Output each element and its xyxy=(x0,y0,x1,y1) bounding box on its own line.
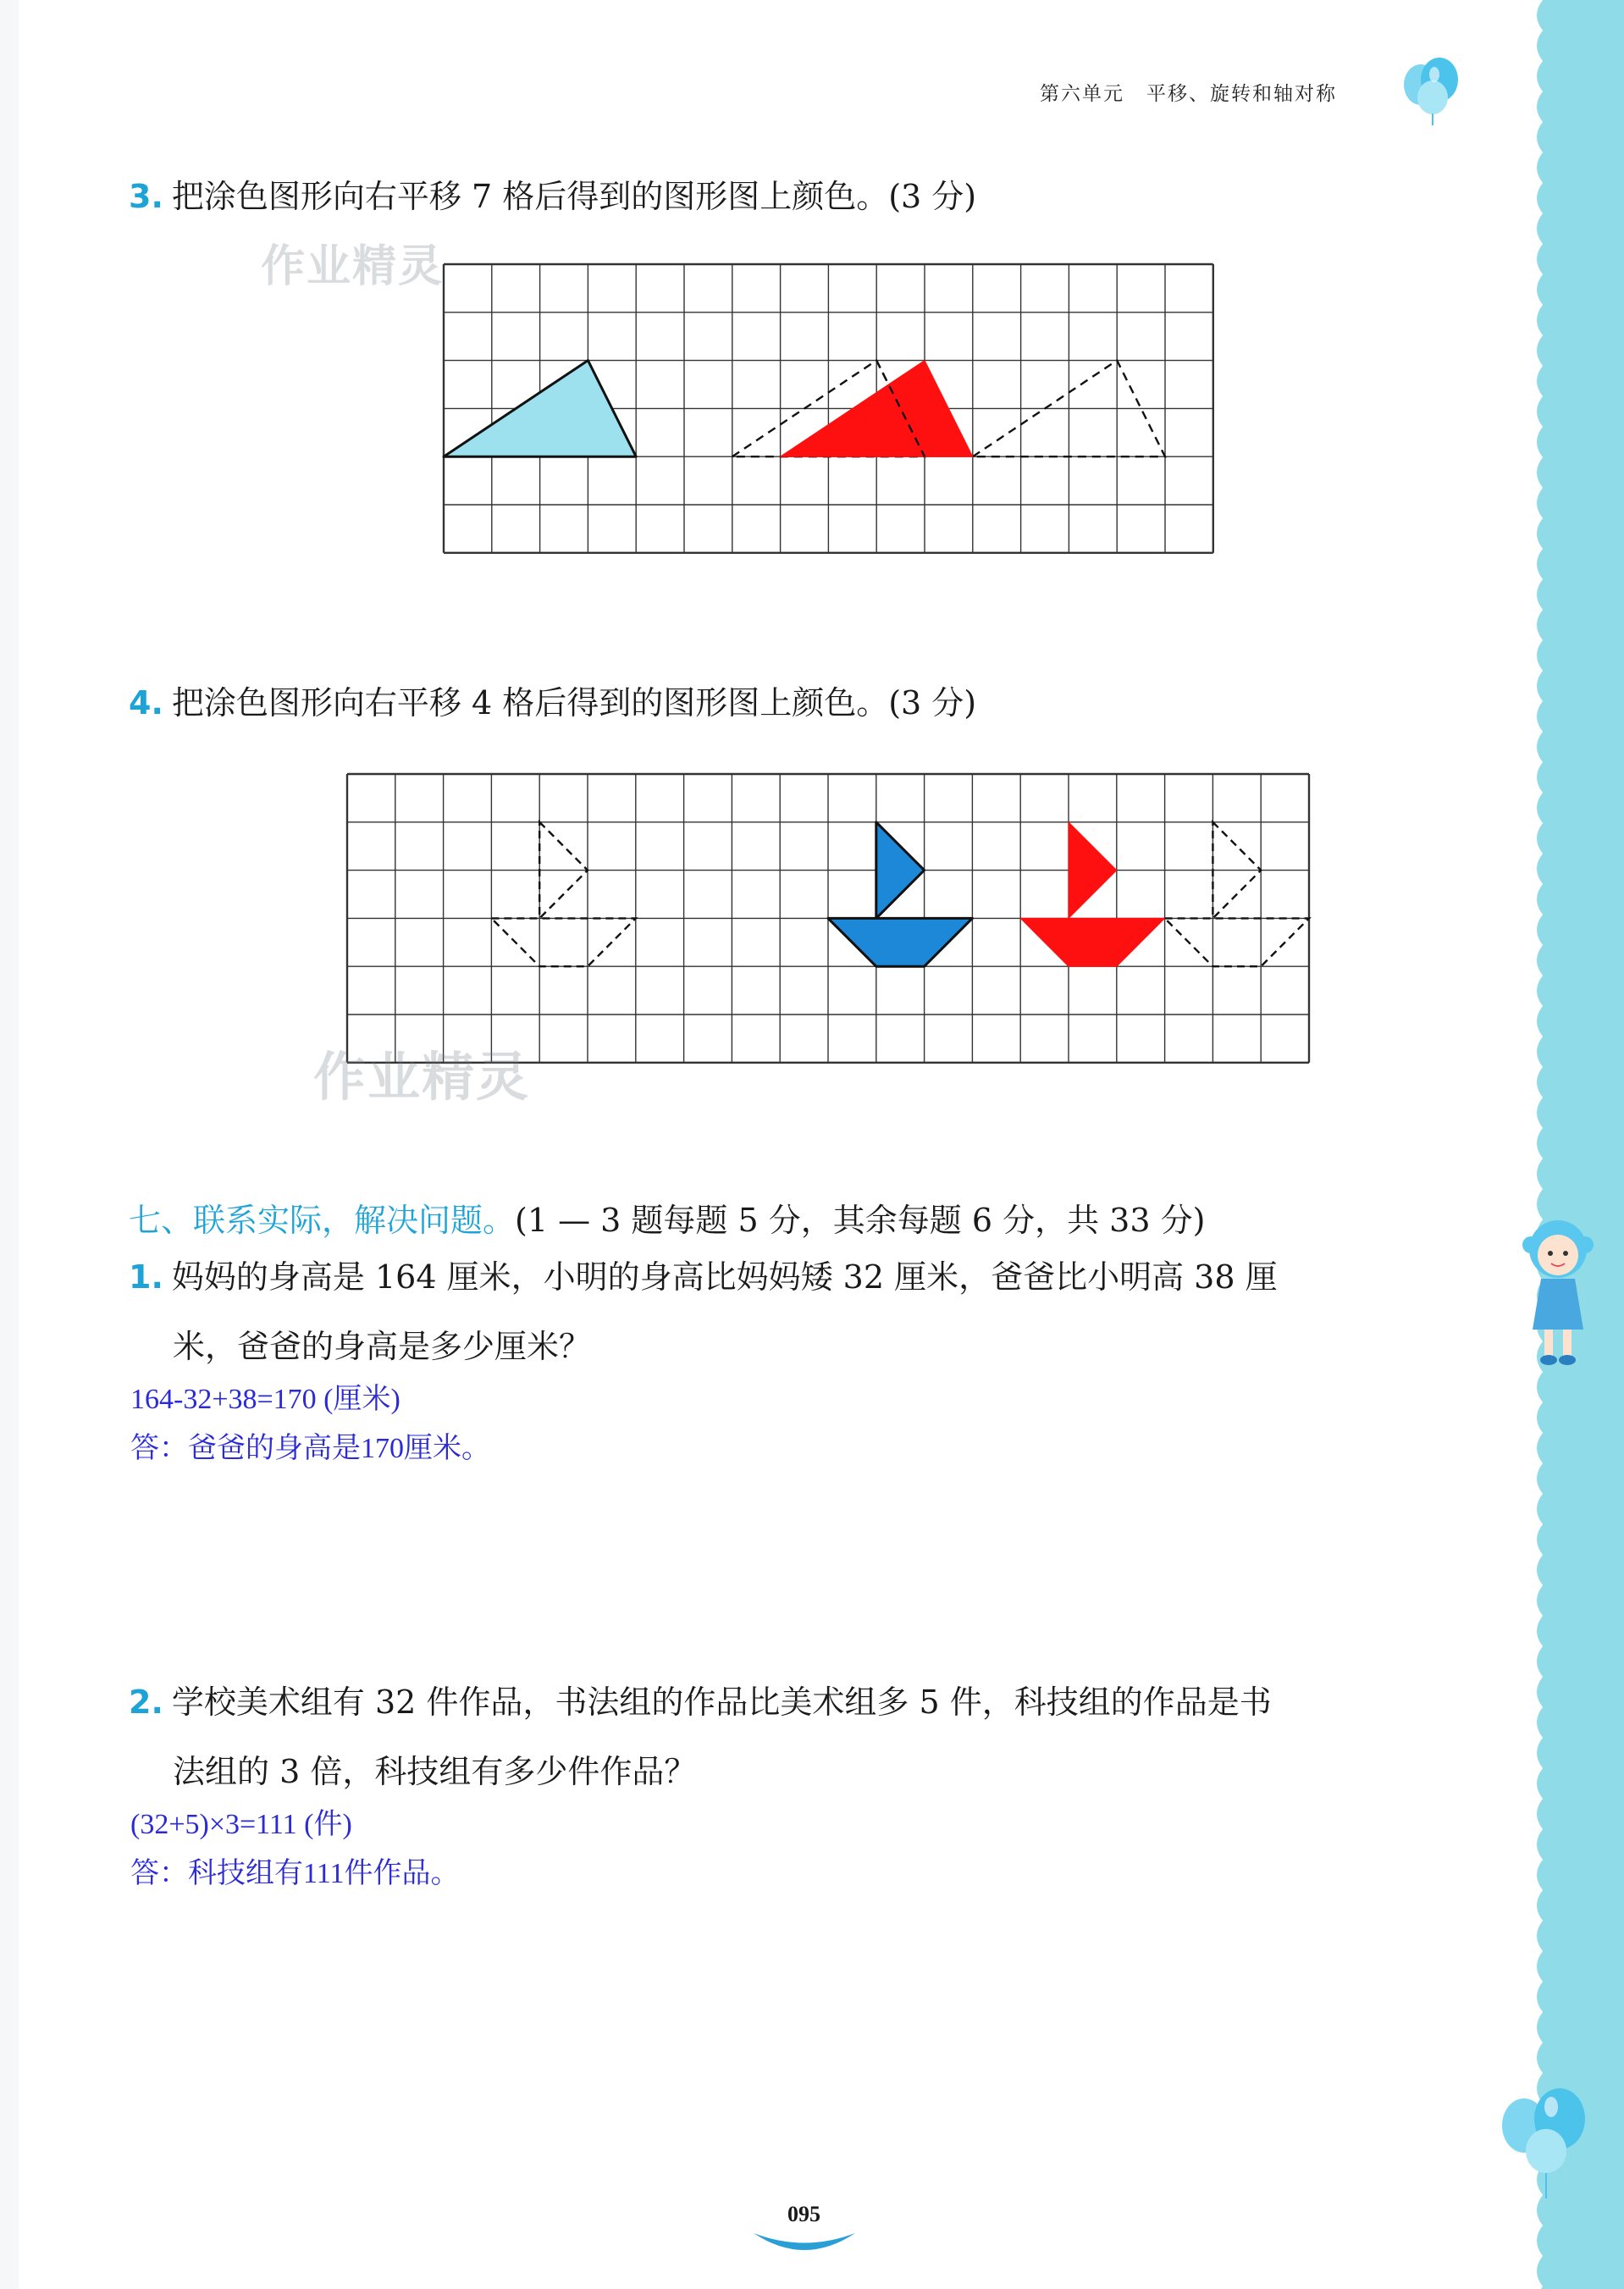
girl-illustration-icon xyxy=(1516,1211,1600,1372)
problem-1-text-1: 妈妈的身高是 164 厘米，小明的身高比妈妈矮 32 厘米，爸爸比小明高 38 厘 xyxy=(171,1258,1278,1296)
balloon-icon xyxy=(1395,51,1472,127)
watermark-1: 作业精灵 xyxy=(261,241,445,292)
question-4 xyxy=(129,686,976,722)
original-boat-hull xyxy=(828,918,972,966)
answer-red-boat-hull xyxy=(1020,918,1164,966)
problem-2-line-1 xyxy=(129,1685,1272,1721)
question-4-text: 把涂色图形向右平移 4 格后得到的图形图上颜色。(3 分) xyxy=(171,684,977,722)
question-3-text: 把涂色图形向右平移 7 格后得到的图形图上颜色。(3 分) xyxy=(171,178,977,215)
section-7-heading xyxy=(129,1194,1205,1241)
problem-2-number: 2. xyxy=(129,1684,163,1721)
question-3-number: 3. xyxy=(129,178,163,215)
original-boat-sail xyxy=(876,822,925,919)
problem-2-text-1: 学校美术组有 32 件作品，书法组的作品比美术组多 5 件，科技组的作品是书 xyxy=(171,1684,1272,1721)
side-stripe-wave xyxy=(1526,0,1560,2289)
header-section: 平移、旋转和轴对称 xyxy=(1146,83,1337,105)
page-number-swoosh xyxy=(749,2229,859,2263)
section-7-note: (1 — 3 题每题 5 分，其余每题 6 分，共 33 分) xyxy=(515,1202,1206,1239)
problem-2-answer-text: 答：科技组有111件作品。 xyxy=(130,1858,460,1889)
dashed-boat-right-hull xyxy=(1165,918,1309,966)
page-number: 095 xyxy=(787,2202,820,2226)
page-header xyxy=(1040,78,1337,106)
section-7-title: 七、联系实际，解决问题。 xyxy=(129,1202,516,1239)
problem-1-answer-equation: 164-32+38=170 (厘米) xyxy=(130,1384,400,1415)
header-unit: 第六单元 xyxy=(1040,83,1124,105)
grid-q4 xyxy=(347,774,1312,1070)
watermark-2: 作业精灵 xyxy=(313,1046,531,1108)
dashed-boat-left-hull xyxy=(491,918,635,966)
balloons-icon xyxy=(1499,2083,1592,2202)
answer-red-boat-sail xyxy=(1069,822,1117,919)
problem-2-line-2: 法组的 3 倍，科技组有多少件作品？ xyxy=(173,1753,697,1790)
problem-1-line-1 xyxy=(129,1260,1278,1296)
problem-2-answer-equation: (32+5)×3=111 (件) xyxy=(130,1809,352,1840)
grid-q3 xyxy=(444,264,1223,561)
question-3 xyxy=(129,180,976,215)
question-4-number: 4. xyxy=(129,684,163,722)
problem-1-line-2: 米，爸爸的身高是多少厘米？ xyxy=(173,1328,592,1365)
problem-1-answer-text: 答：爸爸的身高是170厘米。 xyxy=(130,1433,490,1464)
problem-1-number: 1. xyxy=(129,1258,163,1296)
